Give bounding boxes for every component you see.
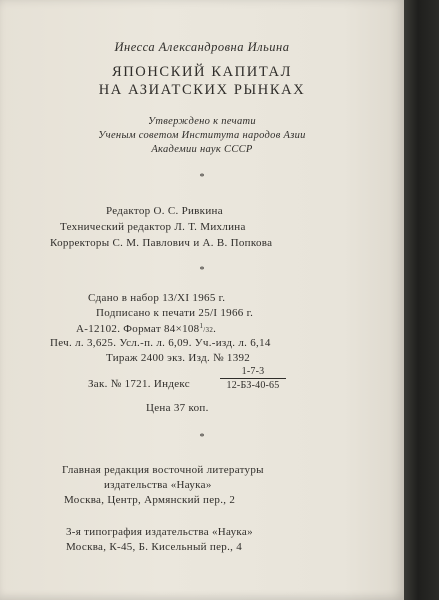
approval-line-2: Ученым советом Института народов Азии — [98, 130, 306, 141]
order-number: Зак. № 1721. Индекс — [88, 378, 190, 390]
printed-sheets: Печ. л. 3,625. Усл.-п. л. 6,09. Уч.-изд. л. 6,14 — [50, 337, 271, 349]
publisher-line-2: издательства «Наука» — [104, 479, 212, 491]
format-line — [76, 322, 216, 335]
approval-line-1: Утверждено к печати — [148, 116, 256, 127]
publisher-line-1: Главная редакция восточной литературы — [62, 464, 264, 476]
separator-star-2: * — [199, 265, 205, 276]
index-top: 1-7-3 — [220, 366, 286, 379]
printer-line-1: 3-я типография издательства «Наука» — [66, 526, 253, 538]
signed-date: Подписано к печати 25/I 1966 г. — [96, 307, 254, 319]
typeset-date: Сдано в набор 13/XI 1965 г. — [88, 292, 226, 304]
price: Цена 37 коп. — [146, 402, 209, 414]
format-fraction-denominator: /32 — [203, 326, 214, 334]
separator-star-1: * — [199, 172, 205, 183]
format-prefix: А-12102. Формат 84×108 — [76, 323, 200, 335]
book-title-line-2: НА АЗИАТСКИХ РЫНКАХ — [98, 82, 306, 98]
tech-editor-credit: Технический редактор Л. Т. Михлина — [60, 221, 246, 233]
author-name: Инесса Александровна Ильина — [114, 40, 290, 54]
publisher-line-3: Москва, Центр, Армянский пер., 2 — [64, 494, 236, 506]
format-suffix: . — [213, 323, 217, 335]
print-run: Тираж 2400 экз. Изд. № 1392 — [106, 352, 251, 364]
editor-credit: Редактор О. С. Ривкина — [106, 205, 223, 217]
index-fraction — [220, 366, 286, 391]
format-fraction-numerator: 1 — [199, 322, 204, 330]
proofreaders-credit: Корректоры С. М. Павлович и А. В. Попкова — [50, 237, 273, 249]
book-spine-edge — [404, 0, 439, 600]
separator-star-3: * — [199, 432, 205, 443]
book-title-line-1: ЯПОНСКИЙ КАПИТАЛ — [111, 64, 293, 80]
approval-line-3: Академии наук СССР — [151, 144, 253, 155]
index-bottom: 12-БЗ-40-65 — [226, 380, 280, 391]
printer-line-2: Москва, К-45, Б. Кисельный пер., 4 — [66, 541, 243, 553]
